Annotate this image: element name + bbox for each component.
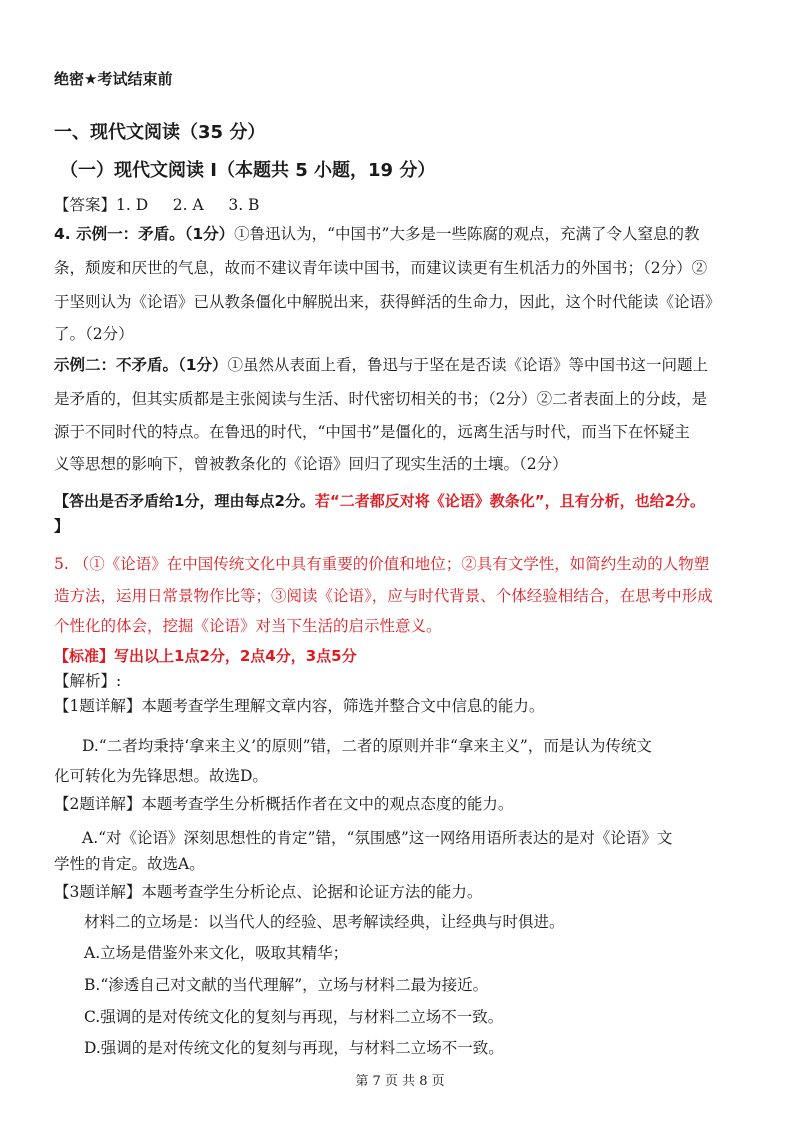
q5-line3: 个性化的体会，挖掘《论语》对当下生活的启示性意义。 <box>54 617 442 635</box>
q5-line2: 造方法，运用日常景物作比等；③阅读《论语》，应与时代背景、个体经验相结合，在思考中形成 <box>54 587 713 605</box>
q5-line1 <box>54 552 709 574</box>
q4-rubric <box>54 490 705 511</box>
q4-example1-line4: 了。（2分） <box>54 325 134 343</box>
q4-example2-head: 示例二：不矛盾。（1分） <box>54 356 228 374</box>
q3-detail-text: 本题考查学生分析论点、论据和论证方法的能力。 <box>141 883 483 901</box>
q4-example1-head: 4. 示例一：矛盾。（1分） <box>54 225 235 243</box>
q2-option-a-line1: A.“对《论语》深刻思想性的肯定”错，“氛围感”这一网络用语所表达的是对《论语》文 <box>82 829 673 847</box>
q4-rubric-black: 【答出是否矛盾给1分，理由每点2分。 <box>54 492 315 510</box>
q4-example2-line1 <box>54 353 708 375</box>
q4-example1-line2: 条，颓废和厌世的气息，故而不建议青年读中国书，而建议读更有生机活力的外国书；（2分）② <box>54 259 708 277</box>
answers-values: 1. D 2. A 3. B <box>116 196 260 214</box>
q1-option-d-line1: D.“二者均秉持‘拿来主义’的原则”错，二者的原则并非“拿来主义”，而是认为传统文 <box>82 737 652 755</box>
q4-example1-line1 <box>54 222 699 244</box>
secret-header: 绝密★考试结束前 <box>54 70 173 88</box>
q2-detail-text: 本题考查学生分析概括作者在文中的观点态度的能力。 <box>141 795 514 813</box>
q3-detail-label: 【3题详解】 <box>54 883 142 901</box>
q1-detail-label: 【1题详解】 <box>54 697 142 715</box>
q3-option-d: D.强调的是对传统文化的复刻与再现，与材料二立场不一致。 <box>84 1039 504 1057</box>
q4-example2-line4: 义等思想的影响下，曾被教条化的《论语》回归了现实生活的土壤。（2分） <box>54 455 568 473</box>
q4-example2-text: ①虽然从表面上看，鲁迅与于坚在是否读《论语》等中国书这一问题上 <box>227 356 709 374</box>
q4-example1-text: ①鲁迅认为，“中国书”大多是一些陈腐的观点，充满了令人窒息的教 <box>234 225 700 243</box>
q4-example2-line3: 源于不同时代的特点。在鲁迅的时代，“中国书”是僵化的，远离生活与时代，而当下在怀疑主 <box>54 423 690 441</box>
q4-example1-line3: 于坚则认为《论语》已从教条僵化中解脱出来，获得鲜活的生命力，因此，这个时代能读《论语》 <box>54 293 721 311</box>
q4-rubric-red: 若“二者都反对将《论语》教条化”，且有分析，也给2分。 <box>314 492 706 510</box>
q5-standard: 【标准】写出以上1点2分，2点4分，3点5分 <box>54 647 357 665</box>
answers-line <box>54 193 259 215</box>
q3-option-b: B.“渗透自己对文献的当代理解”，立场与材料二最为接近。 <box>84 976 489 994</box>
q5-number: 5. <box>54 555 74 573</box>
q1-detail <box>54 694 544 716</box>
q4-example2-line2: 是矛盾的，但其实质都是主张阅读与生活、时代密切相关的书；（2分）②二者表面上的分歧，是 <box>54 390 708 408</box>
q3-material2-stance: 材料二的立场是：以当代人的经验、思考解读经典，让经典与时俱进。 <box>84 913 565 931</box>
q3-option-c: C.强调的是对传统文化的复刻与再现，与材料二立场不一致。 <box>84 1008 504 1026</box>
page-footer: 第 7 页 共 8 页 <box>355 1074 445 1089</box>
q1-option-d-line2: 化可转化为先锋思想。故选D。 <box>54 767 268 785</box>
q5-text-1: （①《论语》在中国传统文化中具有重要的价值和地位；②具有文学性，如简约生动的人物塑 <box>73 555 710 573</box>
q2-option-a-line2: 学性的肯定。故选A。 <box>54 855 205 873</box>
answers-label: 【答案】 <box>54 196 117 214</box>
q2-detail <box>54 792 513 814</box>
subsection-title: （一）现代文阅读 I（本题共 5 小题，19 分） <box>60 160 436 181</box>
q3-option-a: A.立场是借鉴外来文化，吸取其精华； <box>84 944 349 962</box>
q3-detail <box>54 880 482 902</box>
q1-detail-text: 本题考查学生理解文章内容，筛选并整合文中信息的能力。 <box>141 697 545 715</box>
q2-detail-label: 【2题详解】 <box>54 795 142 813</box>
section-title: 一、现代文阅读（35 分） <box>54 122 266 143</box>
q4-rubric-close: 】 <box>54 517 70 535</box>
analysis-label: 【解析】: <box>54 672 122 690</box>
